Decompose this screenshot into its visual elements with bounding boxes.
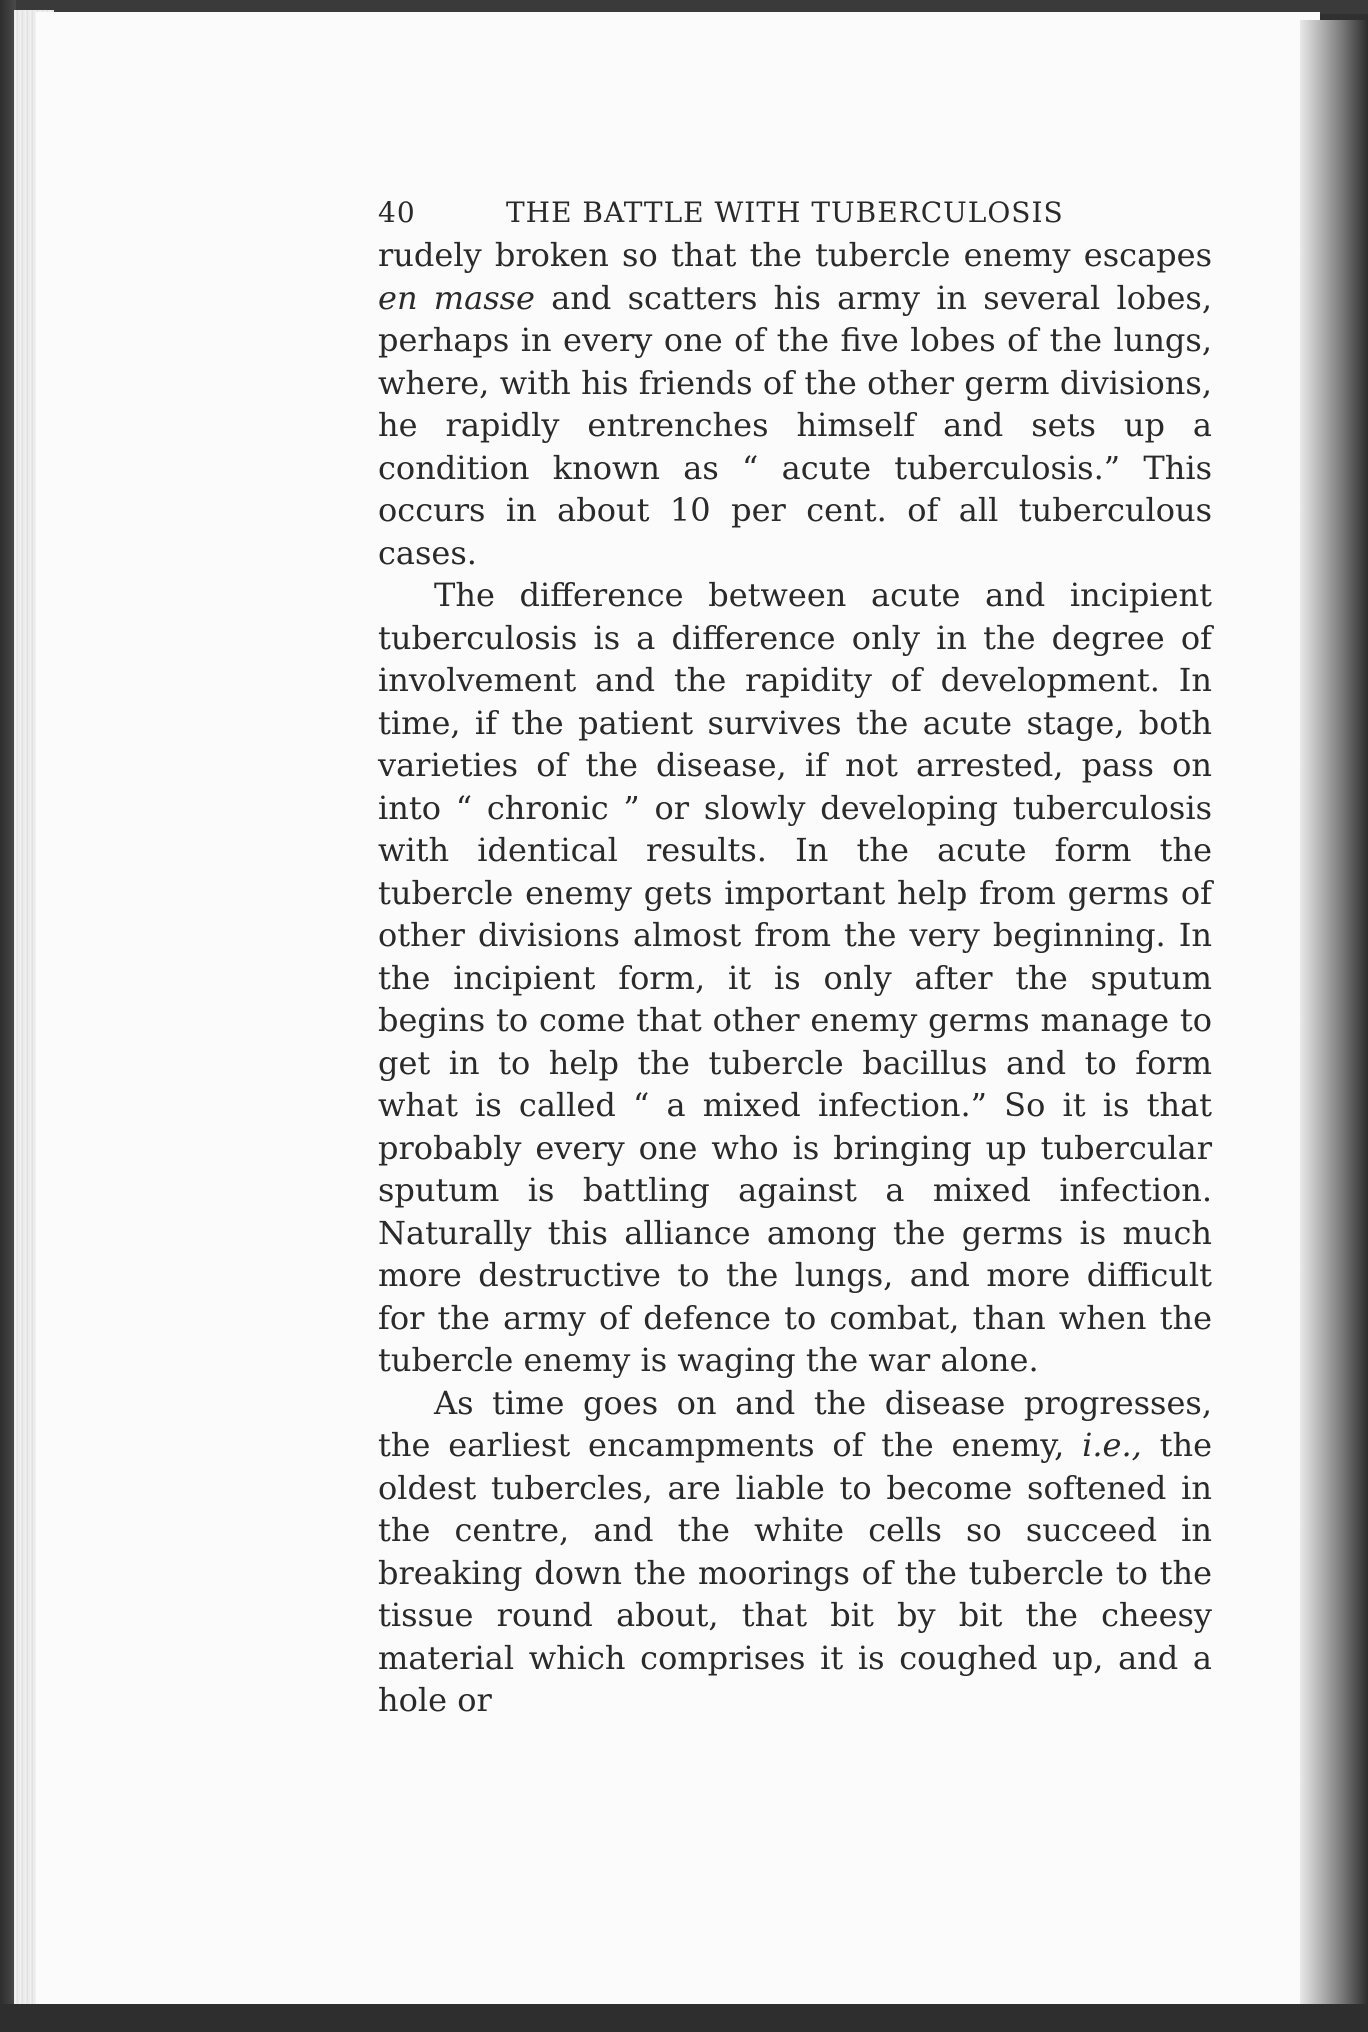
paragraph-3-text-b: the oldest tubercles, are liable to become softened in the centre, and the white cells so succeed in breaking down the moorings of the tubercle to the tissue round about, that bit by bit the cheesy material which comprises it is coughed up, and a hole or bbox=[378, 1426, 1213, 1719]
paragraph-1-italic: en masse bbox=[378, 278, 535, 317]
page-text-block bbox=[378, 190, 1212, 1722]
running-title: THE BATTLE WITH TUBERCULOSIS bbox=[506, 196, 1064, 229]
page-number: 40 bbox=[378, 196, 416, 229]
scanner-bottom-border bbox=[0, 2004, 1368, 2032]
paragraph-1-text-b: and scatters his army in several lobes, perhaps in every one of the five lobes of the lungs, where, with his friends of the other germ divisions, he rapidly entrenches himself and sets up a condition known as “ acute tuberculosis.” This occurs in about 10 per cent. of all tuberculous cases. bbox=[378, 278, 1212, 572]
binding-shadow bbox=[1300, 20, 1368, 2012]
paragraph-1 bbox=[378, 234, 1212, 574]
paragraph-2: The difference between acute and incipient tuberculosis is a difference only in the degree of involvement and the rapidity of development. In time, if the patient survives the acute stage, both varieties of the disease, if not arrested, pass on into “ chronic ” or slowly developing tuberculosis with identical results. In the acute form the tubercle enemy gets important help from germs of other divisions almost from the very beginning. In the incipient form, it is only after the sputum begins to come that other enemy germs manage to get in to help the tubercle bacillus and to form what is called “ a mixed infection.” So it is that probably every one who is bringing up tubercular sputum is battling against a mixed infection. Naturally this alliance among the germs is much more destructive to the lungs, and more difficult for the army of defence to combat, than when the tubercle enemy is waging the war alone. bbox=[378, 576, 1212, 1379]
running-head bbox=[378, 190, 1212, 234]
paragraph-3-italic: i.e., bbox=[1082, 1426, 1142, 1464]
paragraph-3-text-a: As time goes on and the disease progresses, the earliest encampments of the enemy, bbox=[378, 1383, 1212, 1464]
paragraph-3 bbox=[378, 1382, 1212, 1722]
paragraph-1-text-a: rudely broken so that the tubercle enemy escapes bbox=[378, 236, 1212, 274]
